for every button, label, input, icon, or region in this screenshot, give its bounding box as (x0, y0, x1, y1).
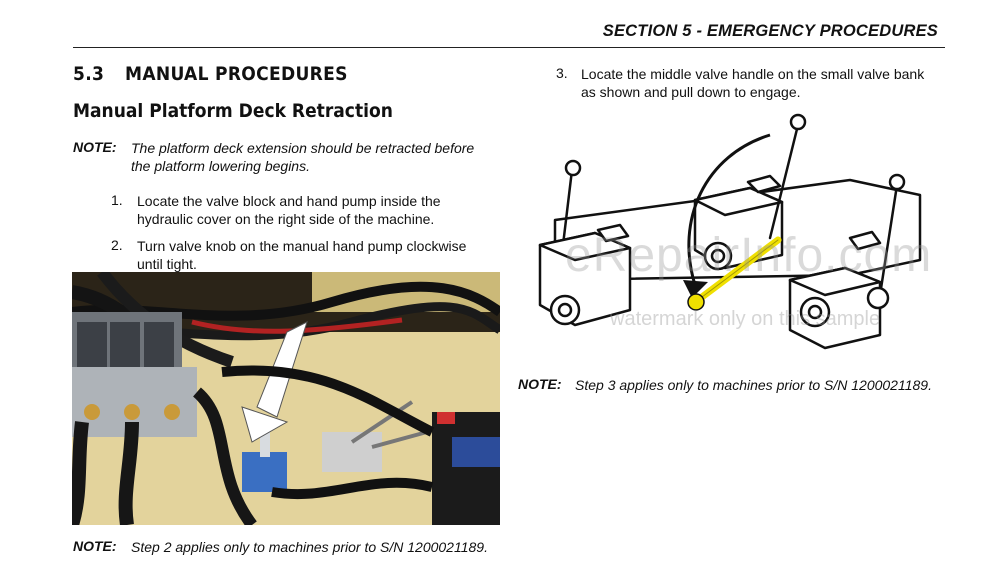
note-line: the platform lowering begins. (131, 158, 310, 174)
note-text (131, 139, 474, 175)
step-line: hydraulic cover on the right side of the machine. (137, 211, 435, 227)
step-line: as shown and pull down to engage. (581, 84, 801, 100)
section-title-text: MANUAL PROCEDURES (125, 63, 348, 85)
section-header: SECTION 5 - EMERGENCY PROCEDURES (602, 22, 938, 40)
note-text: Step 3 applies only to machines prior to S/N 1200021189. (575, 377, 932, 393)
step-line: until tight. (137, 256, 197, 272)
valve-block-photo (72, 272, 500, 525)
step-number: 3. (556, 65, 568, 81)
note-line: The platform deck extension should be retracted before (131, 140, 475, 156)
section-title (73, 63, 348, 85)
header-rule (73, 47, 945, 48)
step-line: Turn valve knob on the manual hand pump clockwise (137, 238, 467, 254)
note-label: NOTE: (73, 538, 117, 554)
step-number: 2. (111, 237, 123, 253)
step-line: Locate the middle valve handle on the small valve bank (581, 66, 925, 82)
subsection-title: Manual Platform Deck Retraction (73, 100, 393, 122)
note-text: Step 2 applies only to machines prior to S/N 1200021189. (131, 539, 488, 555)
step-text (581, 65, 924, 101)
step-number: 1. (111, 192, 123, 208)
step-text (137, 192, 441, 228)
note-label: NOTE: (73, 139, 117, 155)
step-text (137, 237, 466, 273)
section-number: 5.3 (73, 63, 105, 85)
step-line: Locate the valve block and hand pump inside the (137, 193, 441, 209)
note-label: NOTE: (518, 376, 562, 392)
watermark-caption: watermark only on this sample (610, 308, 881, 330)
watermark-logo: eRepairInfo.com (565, 229, 933, 282)
